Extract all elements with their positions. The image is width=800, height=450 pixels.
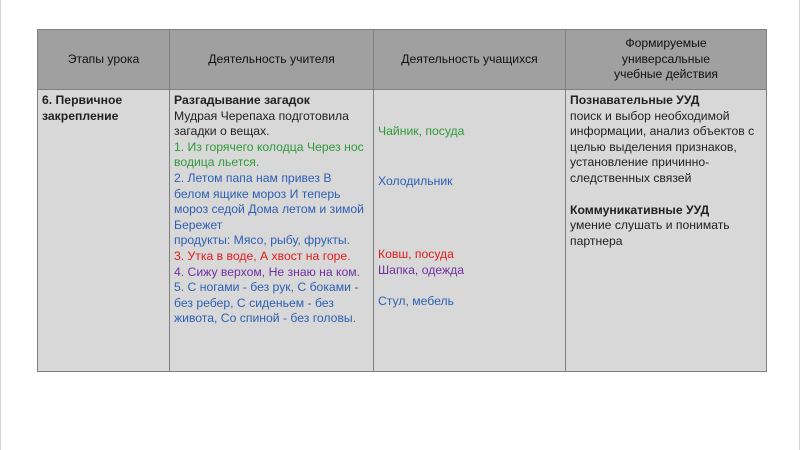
students-cell [374,90,566,372]
riddle-4: 4. Сижу верхом, Не знаю на ком. [174,264,361,279]
stage-cell [38,90,170,372]
uud-cell [566,90,767,372]
table-row [38,90,767,372]
answer-3: Ковш, посуда [378,247,454,262]
header-stages: Этапы урока [38,30,170,90]
answer-5: Стул, мебель [378,294,454,309]
communicative-uud-text: умение слушать и понимать партнера [570,218,730,248]
header-uud-line-3: учебные действия [614,67,718,82]
riddle-5: 5. С ногами - без рук, С боками - без ребер, С сиденьем - без живота, Со спиной - без головы. [174,280,359,326]
header-teacher-activity: Деятельность учителя [170,30,374,90]
answer-1: Чайник, посуда [378,124,465,138]
header-row [38,30,767,90]
header-uud [566,30,767,90]
communicative-uud-title: Коммуникативные УУД [570,202,710,217]
riddle-2-tail: продукты: Мясо, рыбу, фрукты. [174,233,351,248]
lesson-table [37,29,767,372]
riddle-2: 2. Летом папа нам привез В белом ящике мороз И теперь мороз седой Дома летом и зимой Бережет [174,170,364,232]
stage-label: 6. Первичное закрепление [42,93,123,123]
cognitive-uud-title: Познавательные УУД [570,93,700,107]
header-uud-line-2: универсальные [621,51,711,66]
cognitive-uud-text: поиск и выбор необходимой информации, анализ объектов с целью выделения признаков, установление причинно-следственных связей [570,108,755,185]
riddle-1: 1. Из горячего колодца Через нос водица льется. [174,139,364,170]
teacher-title: Разгадывание загадок [174,93,310,107]
teacher-intro: Мудрая Черепаха подготовила загадки о вещах. [174,108,349,139]
riddle-3: 3. Утка в воде, А хвост на горе. [174,248,351,263]
header-student-activity: Деятельность учащихся [374,30,566,90]
header-uud-line-1: Формируемые [625,36,707,51]
teacher-cell [170,90,374,372]
answer-4: Шапка, одежда [378,262,465,277]
answer-2: Холодильник [378,173,453,188]
